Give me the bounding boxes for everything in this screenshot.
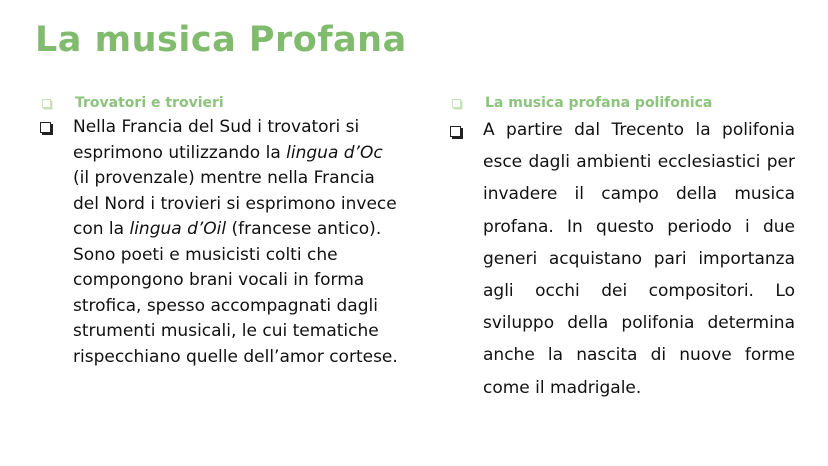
bullet-square-icon [452,99,461,108]
slide-title: La musica Profana [35,20,407,60]
left-heading [40,93,400,113]
text-run: (il provenzale) mentre nella Francia del Nord i trovieri si esprimono invece con la [73,168,397,239]
left-bullet-item [40,115,400,370]
left-paragraph [73,115,400,370]
text-run: Nella Francia del Sud i trovatori si esprimono utilizzando la [73,117,360,163]
bullet-square-icon [450,126,461,137]
right-heading [450,93,795,113]
left-heading-text: Trovatori e trovieri [75,95,224,111]
right-paragraph: A partire dal Trecento la polifonia esce dagli ambienti ecclesiastici per invadere il campo della musica profana. In questo periodo i due generi acquistano pari importanza agli occhi dei compositori. Lo sviluppo della polifonia determina anche la nascita di nuove forme come il madrigale. [483,120,795,398]
text-run-italic: lingua d’Oc [286,142,383,163]
bullet-square-icon [40,122,51,133]
bullet-square-icon [42,99,51,108]
right-bullet-item [450,114,795,404]
text-run-italic: lingua d’Oil [129,219,227,239]
right-heading-text: La musica profana polifonica [485,95,713,111]
left-column [40,93,400,370]
text-run: (francese antico). Sono poeti e musicisti colti che compongono brani vocali in forma strofica, spesso accompagnati dagli strumenti musicali, le cui tematiche rispecchiano quelle dell’amor cortese. [73,219,398,367]
right-column [450,93,795,404]
